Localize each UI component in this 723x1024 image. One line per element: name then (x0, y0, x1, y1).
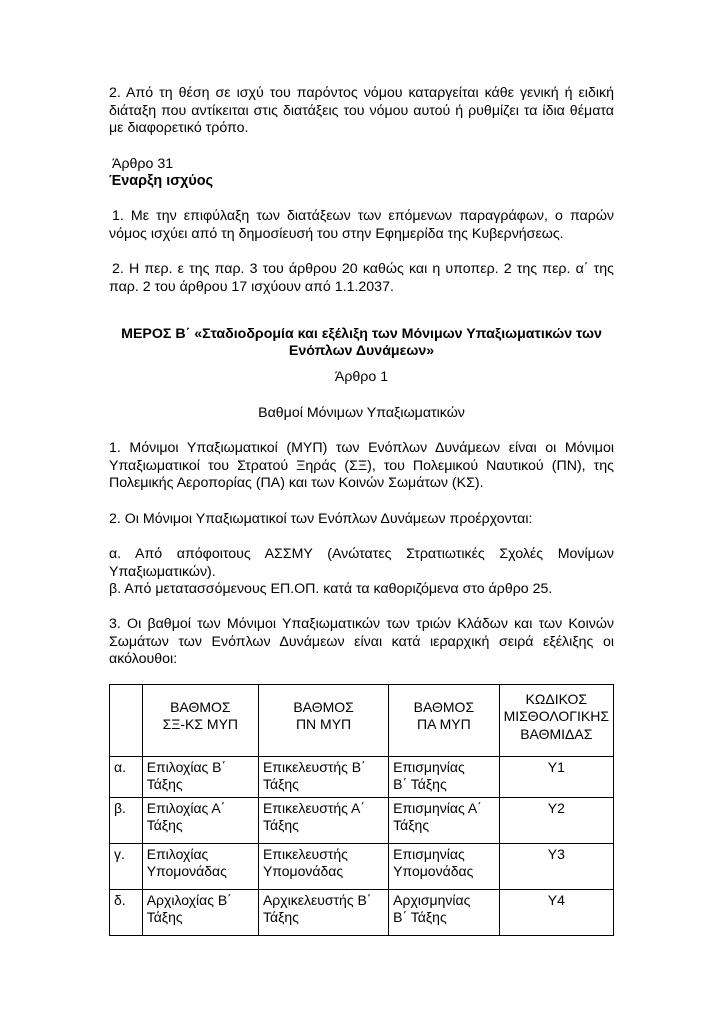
table-cell: Αρχιλοχίας Β΄ Τάξης (142, 890, 258, 936)
table-cell: Αρχικελευστής Β΄ Τάξης (258, 890, 388, 936)
row-label-cell: α. (110, 757, 143, 798)
row-label-cell: γ. (110, 844, 143, 890)
article-31-title: Έναρξη ισχύος (109, 173, 214, 189)
table-cell: Επιλοχίας Α΄ Τάξης (142, 798, 258, 844)
part-b-title-line-1: ΜΕΡΟΣ Β΄ «Σταδιοδρομία και εξέλιξη των Μόνιμων Υπαξιωματικών των (121, 326, 602, 342)
table-header-cell: ΒΑΘΜΟΣ ΠΑ ΜΥΠ (389, 685, 499, 757)
code-cell: Υ4 (499, 890, 613, 936)
table-cell: Επισμηνίας Α΄ Τάξης (389, 798, 499, 844)
article-1-title: Βαθμοί Μόνιμων Υπαξιωματικών (258, 405, 465, 421)
table-cell: Αρχισμηνίας Β΄ Τάξης (389, 890, 499, 936)
table-header-cell: ΚΩΔΙΚΟΣ ΜΙΣΘΟΛΟΓΙΚΗΣ ΒΑΘΜΙΔΑΣ (499, 685, 613, 757)
table-header-cell: ΒΑΘΜΟΣ ΣΞ-ΚΣ ΜΥΠ (142, 685, 258, 757)
part-b-title-line-2: Ενόπλων Δυνάμεων» (288, 343, 435, 359)
table-row (110, 844, 614, 890)
code-cell: Υ1 (499, 757, 613, 798)
table-cell: Επικελευστής Β΄ Τάξης (258, 757, 388, 798)
list-item-a: α. Από απόφοιτους ΑΣΣΜΥ (Ανώτατες Στρατιωτικές Σχολές Μονίμων Υπαξιωματικών). (109, 546, 614, 580)
table-cell: Επισμηνίας Β΄ Τάξης (389, 757, 499, 798)
article-31-paragraph-1: 1. Με την επιφύλαξη των διατάξεων των επόμενων παραγράφων, ο παρών νόμος ισχύει από τη δημοσίευσή του στην Εφημερίδα της Κυβερνήσεως. (109, 208, 614, 242)
row-label-cell: δ. (110, 890, 143, 936)
article-1-paragraph-2: 2. Οι Μόνιμοι Υπαξιωματικοί των Ενόπλων Δυνάμεων προέρχονται: (109, 511, 533, 527)
paragraph-repeal: 2. Από τη θέση σε ισχύ του παρόντος νόμου καταργείται κάθε γενική ή ειδική διάταξη που αντίκειται στις διατάξεις του νόμου αυτού ή ρυθμίζει τα ίδια θέματα με διαφορετικό τρόπο. (109, 85, 614, 137)
table-cell: Επικελευστής Α΄ Τάξης (258, 798, 388, 844)
table-cell: Επισμηνίας Υπομονάδας (389, 844, 499, 890)
article-1-label: Άρθρο 1 (334, 369, 389, 385)
table-cell: Επιλοχίας Υπομονάδας (142, 844, 258, 890)
code-cell: Υ3 (499, 844, 613, 890)
table-header-row (110, 685, 614, 757)
table-row (110, 890, 614, 936)
row-label-cell: β. (110, 798, 143, 844)
article-31-label: Άρθρο 31 (112, 156, 174, 172)
table-row (110, 798, 614, 844)
table-cell: Επικελευστής Υπομονάδας (258, 844, 388, 890)
table-row (110, 757, 614, 798)
table-header-cell: ΒΑΘΜΟΣ ΠΝ ΜΥΠ (258, 685, 388, 757)
article-1-paragraph-3: 3. Οι βαθμοί των Μόνιμοι Υπαξιωματικών των τριών Κλάδων και των Κοινών Σωμάτων των Ενόπλων Δυνάμεων είναι κατά ιεραρχική σειρά εξέλιξης οι ακόλουθοι: (109, 616, 614, 668)
list-item-b: β. Από μετατασσόμενους ΕΠ.ΟΠ. κατά τα καθοριζόμενα στο άρθρο 25. (109, 581, 553, 597)
grades-table (109, 684, 614, 936)
code-cell: Υ2 (499, 798, 613, 844)
table-cell: Επιλοχίας Β΄ Τάξης (142, 757, 258, 798)
article-31-paragraph-2: 2. Η περ. ε της παρ. 3 του άρθρου 20 καθώς και η υποπερ. 2 της περ. α΄ της παρ. 2 του άρθρου 17 ισχύουν από 1.1.2037. (109, 261, 614, 295)
article-1-paragraph-1: 1. Μόνιμοι Υπαξιωματικοί (ΜΥΠ) των Ενόπλων Δυνάμεων είναι οι Μόνιμοι Υπαξιωματικοί του Στρατού Ξηράς (ΣΞ), του Πολεμικού Ναυτικού (ΠΝ), της Πολεμικής Αεροπορίας (ΠΑ) και των Κοινών Σωμάτων (ΚΣ). (109, 440, 614, 492)
table-header-cell (110, 685, 143, 757)
